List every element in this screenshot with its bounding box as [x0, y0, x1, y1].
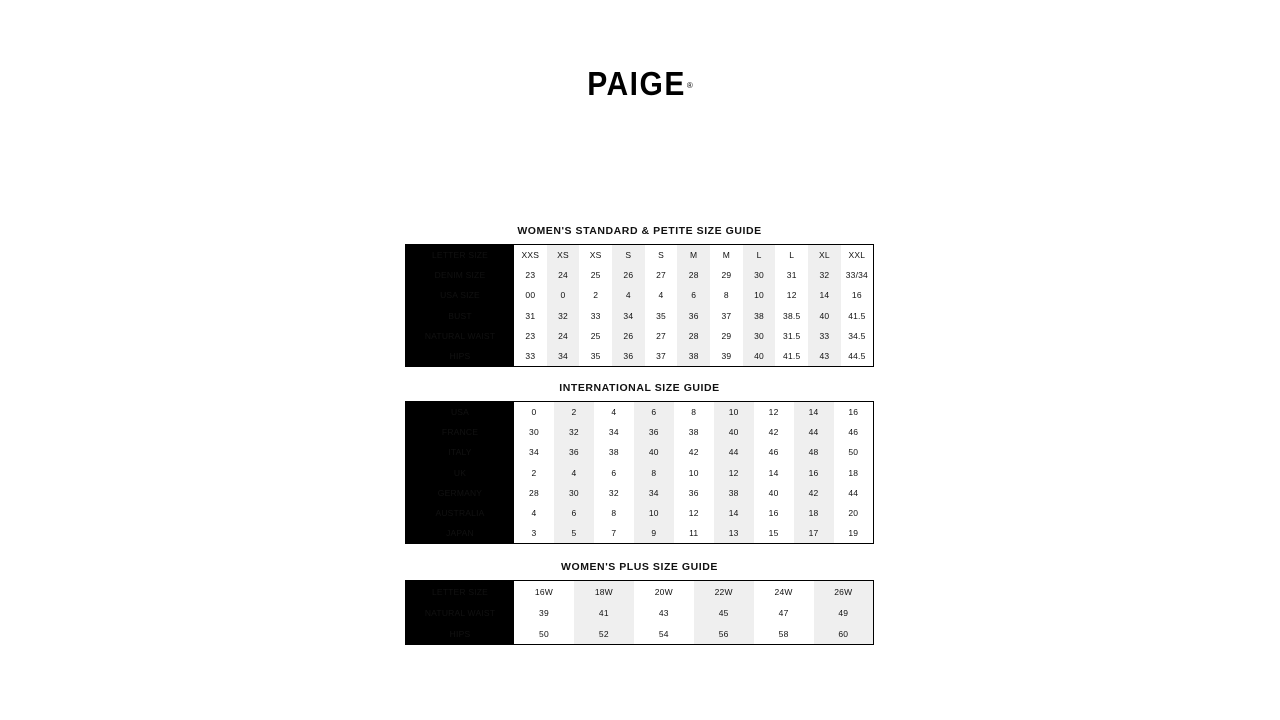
cell: 41.5: [775, 346, 808, 367]
section-title-plus: WOMEN'S PLUS SIZE GUIDE: [561, 561, 718, 573]
cell: 26: [612, 326, 645, 346]
cell: 6: [594, 463, 634, 483]
cell: 34: [514, 442, 554, 462]
cell: 38: [674, 422, 714, 442]
table-row: [406, 422, 874, 442]
table-row: [406, 402, 874, 423]
brand-logo: [0, 65, 1280, 103]
cell: 29: [710, 326, 743, 346]
table-row: [406, 463, 874, 483]
cell: 23: [514, 326, 547, 346]
cell: 48: [794, 442, 834, 462]
cell: XL: [808, 245, 841, 266]
cell: 4: [645, 285, 678, 305]
section-title-international: INTERNATIONAL SIZE GUIDE: [559, 382, 720, 394]
table-body-international: [406, 402, 874, 544]
section-international-size-guide: [405, 382, 874, 544]
cell: 2: [554, 402, 594, 423]
table-row: [406, 602, 874, 623]
cell: 2: [579, 285, 612, 305]
table-row: [406, 265, 874, 285]
cell: 35: [579, 346, 612, 367]
cell: 6: [554, 503, 594, 523]
table-body-standard: [406, 245, 874, 367]
cell: 39: [710, 346, 743, 367]
cell: 16: [794, 463, 834, 483]
cell: 58: [754, 623, 814, 645]
cell: 43: [634, 602, 694, 623]
cell: 33: [514, 346, 547, 367]
row-label: ITALY: [406, 442, 515, 462]
cell: 50: [514, 623, 574, 645]
cell: 36: [674, 483, 714, 503]
row-label: HIPS: [406, 623, 515, 645]
cell: 27: [645, 265, 678, 285]
cell: 5: [554, 523, 594, 544]
cell: 8: [674, 402, 714, 423]
cell: 20W: [634, 581, 694, 603]
cell: 54: [634, 623, 694, 645]
cell: 12: [754, 402, 794, 423]
cell: 36: [634, 422, 674, 442]
cell: 12: [674, 503, 714, 523]
cell: 50: [834, 442, 874, 462]
cell: 8: [594, 503, 634, 523]
table-plus-size-guide: [405, 580, 874, 645]
row-label: HIPS: [406, 346, 515, 367]
cell: 8: [634, 463, 674, 483]
row-label: NATURAL WAIST: [406, 602, 515, 623]
cell: 60: [814, 623, 874, 645]
cell: 9: [634, 523, 674, 544]
row-label: USA SIZE: [406, 285, 515, 305]
cell: 33: [808, 326, 841, 346]
cell: 12: [714, 463, 754, 483]
row-label: LETTER SIZE: [406, 245, 515, 266]
cell: 30: [743, 326, 776, 346]
cell: 31.5: [775, 326, 808, 346]
cell: 31: [775, 265, 808, 285]
cell: 28: [677, 265, 710, 285]
cell: 26W: [814, 581, 874, 603]
cell: 35: [645, 306, 678, 326]
cell: 26: [612, 265, 645, 285]
cell: 28: [677, 326, 710, 346]
cell: XXL: [841, 245, 874, 266]
cell: 44.5: [841, 346, 874, 367]
row-label: NATURAL WAIST: [406, 326, 515, 346]
cell: 10: [743, 285, 776, 305]
cell: 29: [710, 265, 743, 285]
brand-name: PAIGE: [587, 65, 686, 103]
section-standard-size-guide: [405, 225, 874, 367]
row-label: JAPAN: [406, 523, 515, 544]
cell: 40: [808, 306, 841, 326]
cell: 34: [594, 422, 634, 442]
cell: 45: [694, 602, 754, 623]
cell: 32: [547, 306, 580, 326]
cell: 34: [612, 306, 645, 326]
cell: 0: [514, 402, 554, 423]
cell: 28: [514, 483, 554, 503]
cell: 30: [554, 483, 594, 503]
cell: 38: [677, 346, 710, 367]
section-plus-size-guide: [405, 561, 874, 645]
cell: 4: [514, 503, 554, 523]
cell: XS: [547, 245, 580, 266]
cell: 34: [547, 346, 580, 367]
cell: 15: [754, 523, 794, 544]
cell: 44: [834, 483, 874, 503]
cell: 16: [754, 503, 794, 523]
row-label: BUST: [406, 306, 515, 326]
table-body-plus: [406, 581, 874, 645]
cell: 31: [514, 306, 547, 326]
table-row: [406, 346, 874, 367]
cell: 10: [674, 463, 714, 483]
cell: 14: [754, 463, 794, 483]
row-label: LETTER SIZE: [406, 581, 515, 603]
cell: 40: [714, 422, 754, 442]
cell: 22W: [694, 581, 754, 603]
table-row: [406, 285, 874, 305]
cell: 8: [710, 285, 743, 305]
row-label: USA: [406, 402, 515, 423]
table-row: [406, 326, 874, 346]
row-label: AUSTRALIA: [406, 503, 515, 523]
cell: 46: [754, 442, 794, 462]
cell: L: [775, 245, 808, 266]
cell: 4: [554, 463, 594, 483]
cell: 46: [834, 422, 874, 442]
cell: 36: [677, 306, 710, 326]
registered-mark-icon: ®: [686, 80, 693, 90]
cell: 24: [547, 326, 580, 346]
cell: 41.5: [841, 306, 874, 326]
cell: 39: [514, 602, 574, 623]
cell: M: [710, 245, 743, 266]
table-row: [406, 306, 874, 326]
cell: 24W: [754, 581, 814, 603]
cell: XS: [579, 245, 612, 266]
table-row: [406, 581, 874, 603]
cell: 18: [834, 463, 874, 483]
cell: 43: [808, 346, 841, 367]
cell: 0: [547, 285, 580, 305]
table-row: [406, 245, 874, 266]
cell: 33/34: [841, 265, 874, 285]
cell: 27: [645, 326, 678, 346]
table-international-size-guide: [405, 401, 874, 544]
cell: 42: [674, 442, 714, 462]
cell: 33: [579, 306, 612, 326]
cell: 49: [814, 602, 874, 623]
cell: 10: [634, 503, 674, 523]
cell: 52: [574, 623, 634, 645]
cell: 34: [634, 483, 674, 503]
cell: S: [645, 245, 678, 266]
cell: 16W: [514, 581, 574, 603]
cell: 7: [594, 523, 634, 544]
cell: 30: [514, 422, 554, 442]
row-label: UK: [406, 463, 515, 483]
cell: 10: [714, 402, 754, 423]
cell: 18: [794, 503, 834, 523]
cell: 47: [754, 602, 814, 623]
cell: M: [677, 245, 710, 266]
cell: 00: [514, 285, 547, 305]
cell: 44: [714, 442, 754, 462]
cell: XXS: [514, 245, 547, 266]
row-label: FRANCE: [406, 422, 515, 442]
cell: 6: [634, 402, 674, 423]
cell: 38: [714, 483, 754, 503]
cell: L: [743, 245, 776, 266]
cell: 13: [714, 523, 754, 544]
row-label: DENIM SIZE: [406, 265, 515, 285]
cell: 25: [579, 326, 612, 346]
cell: 4: [612, 285, 645, 305]
row-label: GERMANY: [406, 483, 515, 503]
table-row: [406, 503, 874, 523]
table-row: [406, 623, 874, 645]
cell: 12: [775, 285, 808, 305]
cell: 6: [677, 285, 710, 305]
cell: 44: [794, 422, 834, 442]
cell: 4: [594, 402, 634, 423]
cell: 56: [694, 623, 754, 645]
cell: 36: [612, 346, 645, 367]
section-title-standard: WOMEN'S STANDARD & PETITE SIZE GUIDE: [517, 225, 762, 237]
cell: 2: [514, 463, 554, 483]
cell: 38.5: [775, 306, 808, 326]
cell: 34.5: [841, 326, 874, 346]
cell: 42: [794, 483, 834, 503]
cell: 32: [808, 265, 841, 285]
cell: 40: [743, 346, 776, 367]
table-row: [406, 442, 874, 462]
cell: 17: [794, 523, 834, 544]
cell: 37: [710, 306, 743, 326]
cell: 38: [594, 442, 634, 462]
table-standard-size-guide: [405, 244, 874, 367]
cell: 40: [754, 483, 794, 503]
cell: 32: [554, 422, 594, 442]
cell: 14: [808, 285, 841, 305]
cell: 37: [645, 346, 678, 367]
cell: 24: [547, 265, 580, 285]
cell: 19: [834, 523, 874, 544]
table-row: [406, 523, 874, 544]
cell: 11: [674, 523, 714, 544]
cell: 41: [574, 602, 634, 623]
cell: 23: [514, 265, 547, 285]
cell: 3: [514, 523, 554, 544]
cell: 38: [743, 306, 776, 326]
cell: 16: [841, 285, 874, 305]
cell: 32: [594, 483, 634, 503]
cell: 30: [743, 265, 776, 285]
cell: 18W: [574, 581, 634, 603]
cell: S: [612, 245, 645, 266]
cell: 14: [794, 402, 834, 423]
table-row: [406, 483, 874, 503]
cell: 40: [634, 442, 674, 462]
cell: 42: [754, 422, 794, 442]
cell: 36: [554, 442, 594, 462]
cell: 14: [714, 503, 754, 523]
cell: 16: [834, 402, 874, 423]
cell: 20: [834, 503, 874, 523]
cell: 25: [579, 265, 612, 285]
